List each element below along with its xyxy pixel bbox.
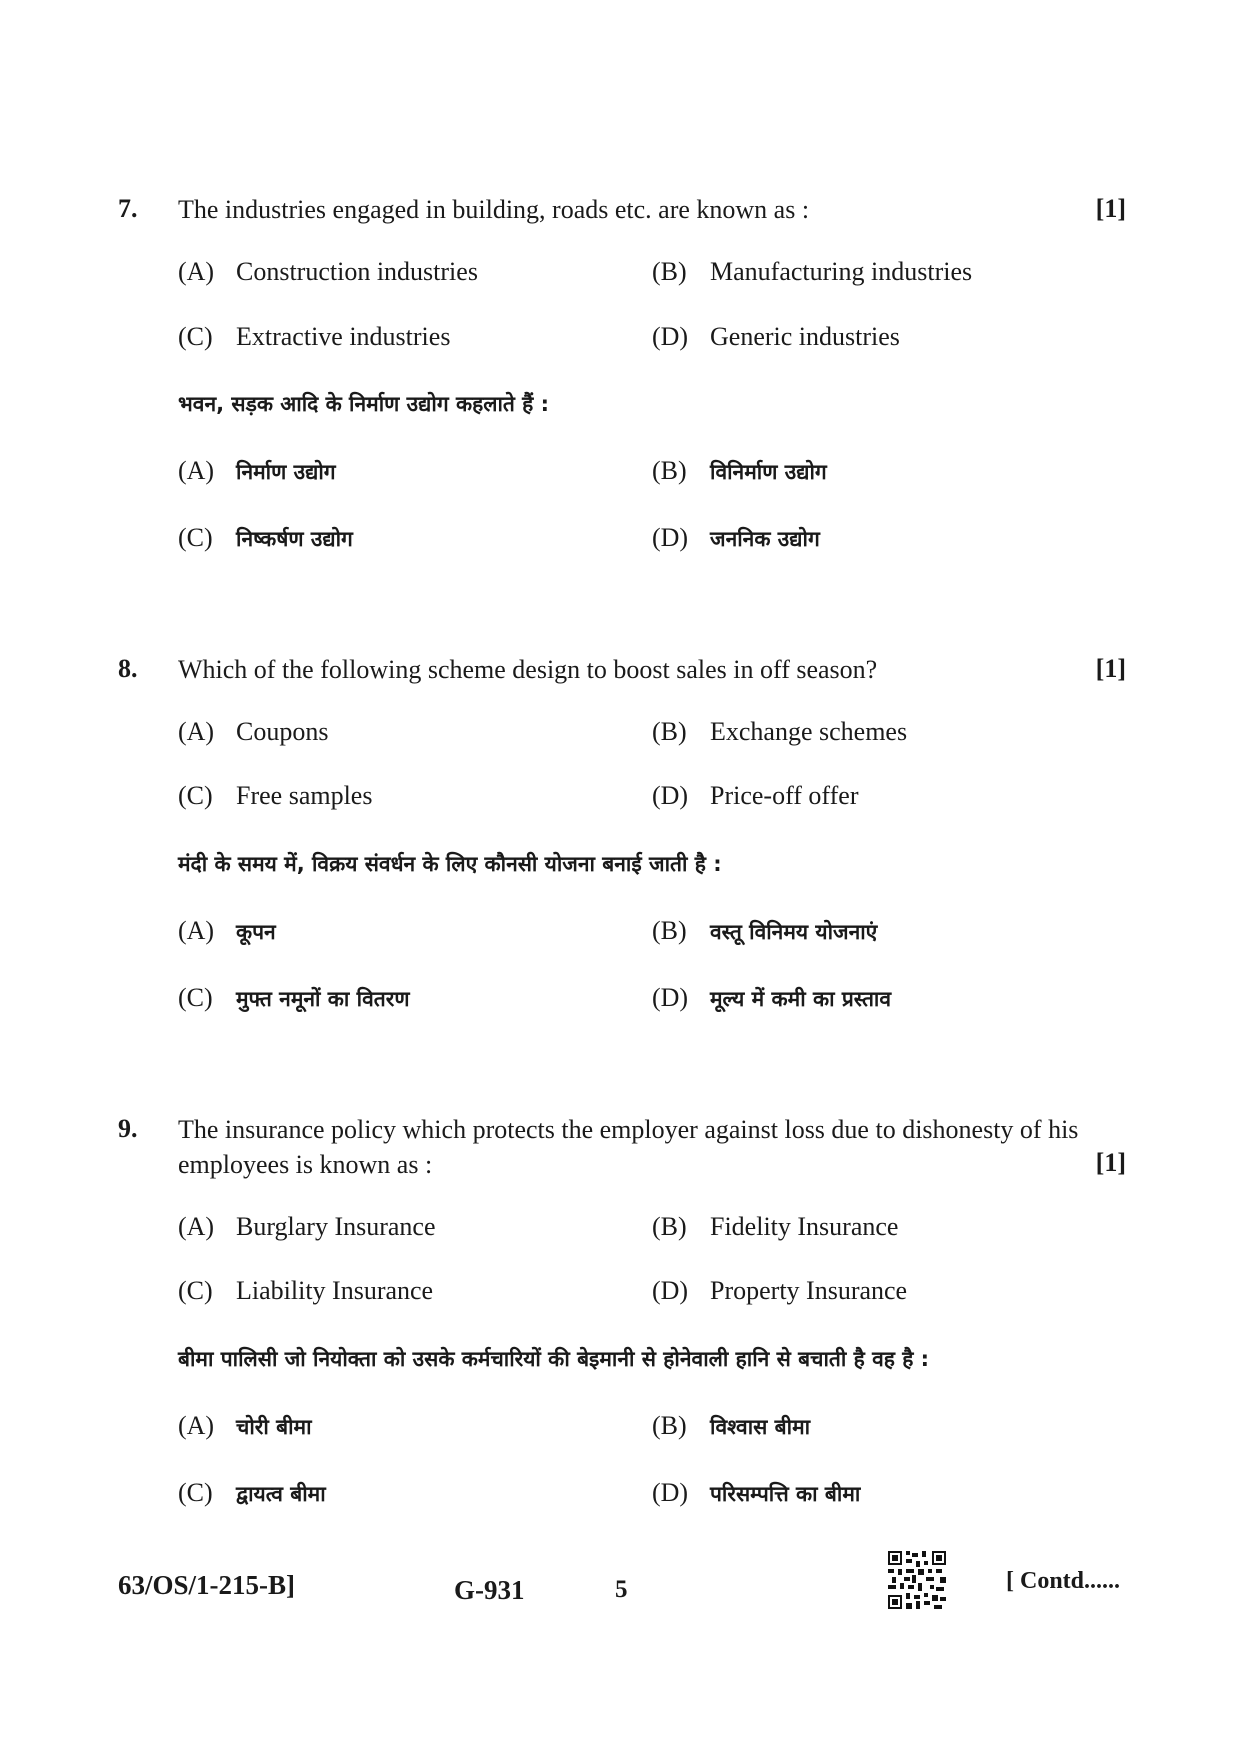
hindi-option-d: (D) परिसम्पत्ति का बीमा (652, 1478, 861, 1507)
qr-code-icon (888, 1551, 946, 1609)
hindi-option-a: (A) निर्माण उद्योग (178, 456, 336, 485)
option-d: (D) Generic industries (652, 322, 900, 351)
hindi-question-text: बीमा पालिसी जो नियोक्ता को उसके कर्मचारियों की बेइमानी से होनेवाली हानि से बचाती है वह है : (178, 1347, 930, 1371)
question-marks: [1] (1095, 654, 1126, 683)
series-code: G-931 (454, 1575, 525, 1605)
question-text: Which of the following scheme design to boost sales in off season? (178, 655, 878, 684)
hindi-option-a: (A) चोरी बीमा (178, 1411, 312, 1440)
question-text: The industries engaged in building, roads etc. are known as : (178, 195, 810, 224)
paper-code: 63/OS/1-215-B] (118, 1570, 296, 1600)
hindi-question-text: भवन, सड़क आदि के निर्माण उद्योग कहलाते हैं : (178, 392, 550, 416)
hindi-question-text: मंदी के समय में, विक्रय संवर्धन के लिए कौनसी योजना बनाई जाती है : (178, 852, 722, 876)
page-number: 5 (615, 1576, 628, 1603)
question-number: 7. (118, 194, 138, 223)
option-d: (D) Price-off offer (652, 781, 859, 810)
option-a: (A) Coupons (178, 717, 329, 746)
hindi-option-d: (D) मूल्य में कमी का प्रस्ताव (652, 983, 892, 1012)
hindi-option-c: (C) निष्कर्षण उद्योग (178, 523, 353, 552)
hindi-option-b: (B) वस्तू विनिमय योजनाएं (652, 916, 878, 945)
option-c: (C) Liability Insurance (178, 1276, 434, 1305)
option-b: (B) Fidelity Insurance (652, 1212, 899, 1241)
hindi-option-d: (D) जननिक उद्योग (652, 523, 820, 552)
option-c: (C) Extractive industries (178, 322, 451, 351)
option-d: (D) Property Insurance (652, 1276, 908, 1305)
hindi-option-b: (B) विश्वास बीमा (652, 1411, 811, 1440)
question-text: The insurance policy which protects the employer against loss due to dishonesty of his employees is known as : (178, 1115, 1079, 1179)
option-b: (B) Exchange schemes (652, 717, 908, 746)
question-number: 9. (118, 1114, 138, 1143)
hindi-option-b: (B) विनिर्माण उद्योग (652, 456, 827, 485)
option-c: (C) Free samples (178, 781, 373, 810)
option-a: (A) Construction industries (178, 257, 478, 286)
option-a: (A) Burglary Insurance (178, 1212, 436, 1241)
continued-label: [ Contd...... (1006, 1568, 1121, 1594)
hindi-option-c: (C) द्वायत्व बीमा (178, 1478, 326, 1507)
question-number: 8. (118, 654, 138, 683)
hindi-option-c: (C) मुफ्त नमूनों का वितरण (178, 983, 410, 1012)
hindi-option-a: (A) कूपन (178, 916, 276, 945)
option-b: (B) Manufacturing industries (652, 257, 973, 286)
question-marks: [1] (1095, 194, 1126, 223)
question-marks: [1] (1095, 1148, 1126, 1177)
